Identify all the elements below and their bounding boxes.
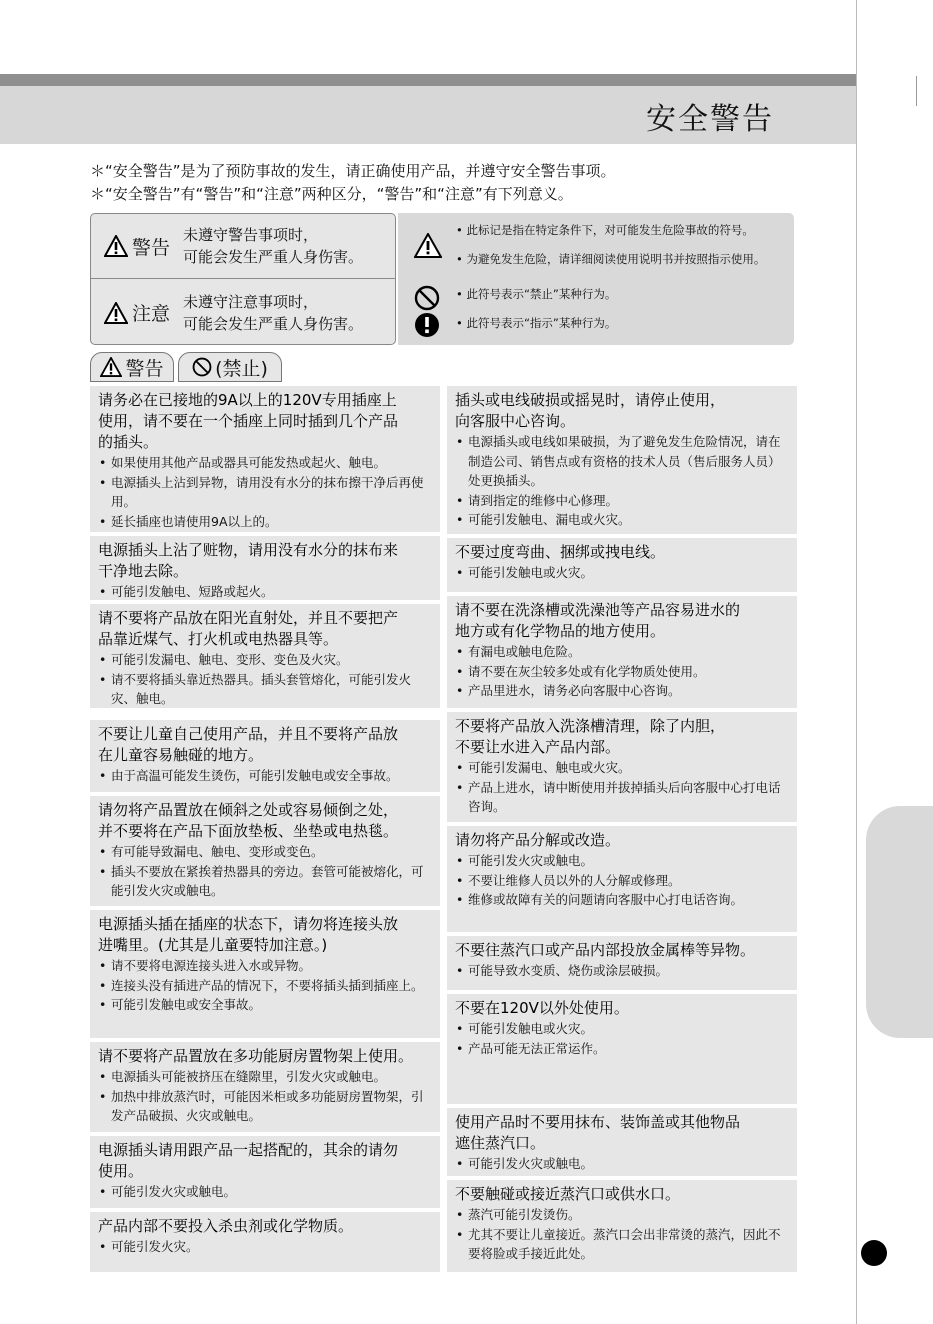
legend-note: • 此符号表示“指示”某种行为。 xyxy=(456,316,617,330)
intro-line: ＊“安全警告”有“警告”和“注意”两种区分，“警告”和“注意”有下列意义。 xyxy=(90,185,573,203)
mandatory-instruction-icon xyxy=(414,312,440,338)
bullet-item: • 连接头没有插进产品的情况下，不要将插头插到插座上。 xyxy=(98,976,434,996)
page-marker-dot xyxy=(861,1240,887,1266)
chapter-side-tab xyxy=(866,806,933,1038)
bullet-item: • 尤其不要让儿童接近。蒸汽口会出非常烫的蒸汽，因此不要将脸或手接近此处。 xyxy=(455,1225,791,1264)
item-bullets xyxy=(98,1182,434,1202)
warning-item xyxy=(90,720,440,792)
warning-item xyxy=(90,386,440,532)
warning-item xyxy=(447,936,797,990)
bullet-item: • 请不要将电源连接头进入水或异物。 xyxy=(98,956,434,976)
item-heading: 电源插头插在插座的状态下，请勿将连接头放 进嘴里。(尤其是儿童要特加注意。) xyxy=(98,915,399,954)
bullet-item: • 由于高温可能发生烫伤，可能引发触电或安全事故。 xyxy=(98,766,434,786)
bullet-item: • 有漏电或触电危险。 xyxy=(455,642,791,662)
bullet-item: • 可能引发触电、短路或起火。 xyxy=(98,582,434,602)
warning-triangle-icon xyxy=(100,357,122,377)
bullet-item: • 电源插头或电线如果破损，为了避免发生危险情况，请在制造公司、销售点或有资格的技术人员（售后服务人员）处更换插头。 xyxy=(455,432,791,491)
legend-warning-desc xyxy=(183,224,363,268)
warning-item xyxy=(447,994,797,1104)
bullet-item: • 有可能导致漏电、触电、变形或变色。 xyxy=(98,842,434,862)
bullet-item: • 请到指定的维修中心修理。 xyxy=(455,491,791,511)
item-heading: 使用产品时不要用抹布、装饰盖或其他物品 遮住蒸汽口。 xyxy=(455,1113,741,1152)
bullet-item: • 延长插座也请使用9A以上的。 xyxy=(98,512,434,532)
caution-triangle-icon xyxy=(104,302,128,324)
bullet-item: • 可能引发火灾或触电。 xyxy=(98,1182,434,1202)
legend-caution-tag xyxy=(91,299,183,326)
item-heading: 电源插头请用跟产品一起搭配的，其余的请勿 使用。 xyxy=(98,1141,399,1180)
bullet-item: • 产品可能无法正常运作。 xyxy=(455,1039,791,1059)
header-top-bar xyxy=(0,74,856,86)
warning-item xyxy=(90,604,440,708)
item-heading: 产品内部不要投入杀虫剂或化学物质。 xyxy=(98,1217,354,1235)
warning-item xyxy=(90,910,440,1038)
item-heading: 插头或电线破损或摇晃时，请停止使用， 向客服中心咨询。 xyxy=(455,391,726,430)
bullet-item: • 可能引发触电、漏电或火灾。 xyxy=(455,510,791,530)
item-heading: 请不要将产品放在阳光直射处，并且不要把产 品靠近煤气、打火机或电热器具等。 xyxy=(98,609,399,648)
item-heading: 不要在120V以外处使用。 xyxy=(455,999,629,1017)
warning-item xyxy=(90,1042,440,1132)
page-edge-rule xyxy=(856,0,857,1324)
bullet-item: • 不要让维修人员以外的人分解或修理。 xyxy=(455,871,791,891)
warning-item xyxy=(90,796,440,906)
bullet-item: • 加热中排放蒸汽时，可能因米柜或多功能厨房置物架，引发产品破损、火灾或触电。 xyxy=(98,1087,434,1126)
item-heading: 不要往蒸汽口或产品内部投放金属棒等异物。 xyxy=(455,941,756,959)
legend-note: • 为避免发生危险，请详细阅读使用说明书并按照指示使用。 xyxy=(456,252,766,266)
item-bullets xyxy=(455,1019,791,1058)
item-heading: 电源插头上沾了赃物，请用没有水分的抹布来 干净地去除。 xyxy=(98,541,399,580)
item-heading: 请勿将产品分解或改造。 xyxy=(455,831,621,849)
warning-item xyxy=(447,386,797,534)
legend-warning-row xyxy=(91,214,395,279)
item-bullets xyxy=(455,432,791,530)
bullet-item: • 可能引发漏电、触电、变形、变色及火灾。 xyxy=(98,650,434,670)
bullet-item: • 电源插头上沾到异物，请用没有水分的抹布擦干净后再使用。 xyxy=(98,473,434,512)
bullet-item: • 如果使用其他产品或器具可能发热或起火、触电。 xyxy=(98,453,434,473)
legend-warning-label: 警告 xyxy=(131,236,170,259)
legend-box xyxy=(90,213,396,345)
legend-desc-line: 未遵守警告事项时， xyxy=(183,226,319,244)
legend-caution-label: 注意 xyxy=(131,303,170,325)
item-bullets xyxy=(98,842,434,901)
warning-item xyxy=(90,536,440,600)
bullet-item: • 蒸汽可能引发烫伤。 xyxy=(455,1205,791,1225)
warning-badge xyxy=(90,352,174,382)
bullet-item: • 可能引发触电或火灾。 xyxy=(455,1019,791,1039)
bullet-item: • 电源插头可能被挤压在缝隙里，引发火灾或触电。 xyxy=(98,1067,434,1087)
legend-caution-row xyxy=(91,280,395,345)
item-heading: 请勿将产品置放在倾斜之处或容易倾倒之处， 并不要将在产品下面放垫板、坐垫或电热毯。 xyxy=(98,801,399,840)
warning-triangle-icon xyxy=(414,233,442,258)
item-bullets xyxy=(455,851,791,910)
item-bullets xyxy=(98,582,434,602)
warning-triangle-icon xyxy=(104,235,128,257)
bullet-item: • 请不要在灰尘较多处或有化学物质处使用。 xyxy=(455,662,791,682)
bullet-item: • 可能引发触电或火灾。 xyxy=(455,563,791,583)
prohibited-icon xyxy=(414,285,440,311)
legend-note: • 此标记是指在特定条件下，对可能发生危险事故的符号。 xyxy=(456,223,754,237)
item-bullets xyxy=(455,758,791,817)
item-heading: 不要触碰或接近蒸汽口或供水口。 xyxy=(455,1185,681,1203)
item-bullets xyxy=(455,642,791,701)
bullet-item: • 可能引发漏电、触电或火灾。 xyxy=(455,758,791,778)
bullet-item: • 可能引发火灾或触电。 xyxy=(455,851,791,871)
legend-warning-tag xyxy=(91,233,183,260)
item-bullets xyxy=(98,650,434,709)
warning-item xyxy=(447,712,797,822)
item-bullets xyxy=(455,961,791,981)
legend-note: • 此符号表示“禁止”某种行为。 xyxy=(456,287,617,301)
item-heading: 不要过度弯曲、捆绑或拽电线。 xyxy=(455,543,666,561)
page-title: 安全警告 xyxy=(646,102,774,137)
item-bullets xyxy=(98,1067,434,1126)
bullet-item: • 可能引发火灾。 xyxy=(98,1237,434,1257)
bullet-item: • 插头不要放在紧挨着热器具的旁边。套管可能被熔化，可能引发火灾或触电。 xyxy=(98,862,434,901)
item-heading: 不要将产品放入洗涤槽清理，除了内胆， 不要让水进入产品内部。 xyxy=(455,717,726,756)
item-bullets xyxy=(98,1237,434,1257)
warning-item xyxy=(447,596,797,708)
item-bullets xyxy=(455,1205,791,1264)
item-bullets xyxy=(455,563,791,583)
item-heading: 请不要将产品置放在多功能厨房置物架上使用。 xyxy=(98,1047,414,1065)
bullet-item: • 维修或故障有关的问题请向客服中心打电话咨询。 xyxy=(455,890,791,910)
legend-caution-desc xyxy=(183,291,363,335)
header-band xyxy=(0,86,856,144)
bullet-item: • 请不要将插头靠近热器具。插头套管熔化，可能引发火灾、触电。 xyxy=(98,670,434,709)
bullet-item: • 可能引发火灾或触电。 xyxy=(455,1154,791,1174)
legend-desc-line: 可能会发生严重人身伤害。 xyxy=(183,248,364,266)
warning-badge-label: 警告 xyxy=(125,357,164,380)
bullet-item: • 产品上进水，请中断使用并拔掉插头后向客服中心打电话咨询。 xyxy=(455,778,791,817)
warning-item xyxy=(447,1180,797,1272)
bullet-item: • 产品里进水，请务必向客服中心咨询。 xyxy=(455,681,791,701)
item-heading: 不要让儿童自己使用产品，并且不要将产品放 在儿童容易触碰的地方。 xyxy=(98,725,399,764)
legend-symbols-panel xyxy=(398,213,794,345)
intro-line: ＊“安全警告”是为了预防事故的发生，请正确使用产品，并遵守安全警告事项。 xyxy=(90,162,616,180)
item-bullets xyxy=(455,1154,791,1174)
item-bullets xyxy=(98,453,434,531)
legend-desc-line: 未遵守注意事项时， xyxy=(183,292,319,311)
item-heading: 请务必在已接地的9A以上的120V专用插座上 使用，请不要在一个插座上同时插到几个产品 的插头。 xyxy=(98,391,399,451)
prohibited-icon xyxy=(192,357,212,377)
warning-item xyxy=(90,1212,440,1272)
bullet-item: • 可能导致水变质、烧伤或涂层破损。 xyxy=(455,961,791,981)
prohibited-badge-label: (禁止) xyxy=(215,357,268,380)
warning-item xyxy=(447,1108,797,1176)
prohibited-badge xyxy=(178,352,282,382)
item-bullets xyxy=(98,766,434,786)
intro-text xyxy=(90,160,616,206)
item-bullets xyxy=(98,956,434,1015)
bullet-item: • 可能引发触电或安全事故。 xyxy=(98,995,434,1015)
warning-item xyxy=(90,1136,440,1208)
warning-item xyxy=(447,538,797,592)
item-heading: 请不要在洗涤槽或洗澡池等产品容易进水的 地方或有化学物品的地方使用。 xyxy=(455,601,741,640)
legend-desc-line: 可能会发生严重人身伤害。 xyxy=(183,314,364,333)
page-edge-tick xyxy=(916,76,917,106)
warning-item xyxy=(447,826,797,932)
